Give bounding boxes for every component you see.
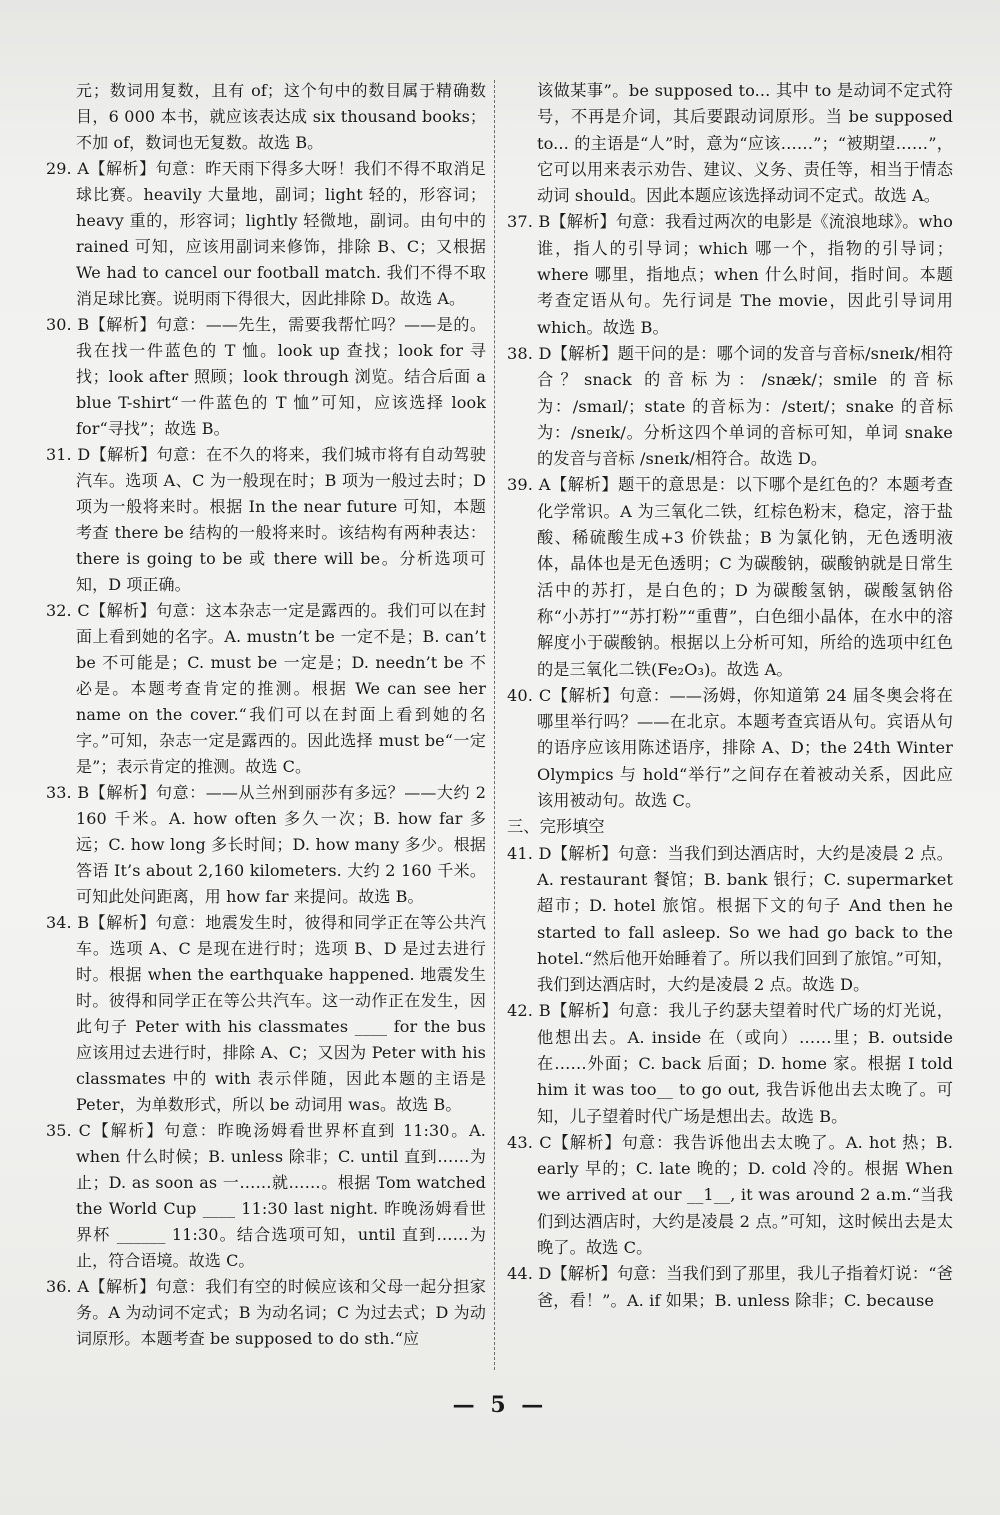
answer-38: 38. D【解析】题干问的是：哪个词的发音与音标/sneɪk/相符合？snack 的音标为：/snæk/；smile 的音标为：/smaɪl/；state 的音标为：/steɪt/；snake 的音标为：/sneɪk/。分析这四个单词的音标可知，单词 snake 的发音与音标 /sneɪk/相符合。故选 D。 — [507, 343, 953, 469]
answer-33: 33. B【解析】句意：——从兰州到丽莎有多远？——大约 2 160 千米。A. how often 多久一次；B. how far 多远；C. how long 多长时间；D. how many 多少。根据答语 It’s about 2,160 kilometers. 大约 2 160 千米。可知此处问距离，用 how far 来提问。故选 B。 — [46, 783, 486, 906]
answer-39: 39. A【解析】题干的意思是：以下哪个是红色的？本题考查化学常识。A 为三氧化二铁，红棕色粉末，稳定，溶于盐酸、稀硫酸生成+3 价铁盐；B 为氯化钠，无色透明液体，晶体也是无色透明；C 为碳酸钠，碳酸钠就是日常生活中的苏打，是白色的；D 为碳酸氢钠，碳酸氢钠俗称“小苏打”“苏打粉”“重曹”，白色细小晶体，在水中的溶解度小于碳酸钠。根据以上分析可知，所给的选项中红色的是三氧化二铁(Fe₂O₃)。故选 A。 — [507, 475, 953, 679]
answer-44: 44. D【解析】句意：当我们到了那里，我儿子指着灯说：“爸爸，看！”。A. if 如果；B. unless 除非；C. because — [507, 1264, 953, 1310]
answer-34: 34. B【解析】句意：地震发生时，彼得和同学正在等公共汽车。选项 A、C 是现在进行时；选项 B、D 是过去进行时。根据 when the earthquake happened. 地震发生时。彼得和同学正在等公共汽车。这一动作正在发生，因此句子 Peter with his classmates ____ for the bus 应该用过去进行时，排除 A、C；又因为 Peter with his classmates 中的 with 表示伴随，因此本题的主语是 Peter，为单数形式，所以 be 动词用 was。故选 B。 — [46, 913, 486, 1114]
answer-31: 31. D【解析】句意：在不久的将来，我们城市将有自动驾驶汽车。选项 A、C 为一般现在时；B 项为一般过去时；D 项为一般将来时。根据 In the near future 可知，本题考查 there be 结构的一般将来时。该结构有两种表达：there is going to be 或 there will be。分析选项可知，D 项正确。 — [46, 445, 486, 594]
left-column — [46, 78, 486, 1352]
answer-41: 41. D【解析】句意：当我们到达酒店时，大约是凌晨 2 点。A. restaurant 餐馆；B. bank 银行；C. supermarket 超市；D. hotel 旅馆。根据下文的句子 And then he started to fall asleep. So we had go back to the hotel.“然后他开始睡着了。所以我们回到了旅馆。”可知，我们到达酒店时，大约是凌晨 2 点。故选 D。 — [507, 843, 953, 995]
answer-37: 37. B【解析】句意：我看过两次的电影是《流浪地球》。who 谁，指人的引导词；which 哪一个，指物的引导词；where 哪里，指地点；when 什么时间，指时间。本题考查定语从句。先行词是 The movie，因此引导词用 which。故选 B。 — [507, 212, 953, 337]
answer-42: 42. B【解析】句意：我儿子约瑟夫望着时代广场的灯光说，他想出去。A. inside 在（或向）……里；B. outside 在……外面；C. back 后面；D. home 家。根据 I told him it was too__ to go out, 我告诉他出去太晚了。可知，儿子望着时代广场是想出去。故选 B。 — [507, 1001, 953, 1126]
answer-35: 35. C【解析】句意：昨晚汤姆看世界杯直到 11:30。A. when 什么时候；B. unless 除非；C. until 直到……为止；D. as soon as 一……就……。根据 Tom watched the World Cup ____ 11:30 last night. 昨晚汤姆看世界杯 ______ 11:30。结合选项可知，until 直到……为止，符合语境。故选 C。 — [46, 1121, 486, 1270]
answer-40: 40. C【解析】句意：——汤姆，你知道第 24 届冬奥会将在哪里举行吗？——在北京。本题考查宾语从句。宾语从句的语序应该用陈述语序，排除 A、D；the 24th Winter Olympics 与 hold“举行”之间存在着被动关系，因此应该用被动句。故选 C。 — [507, 685, 953, 811]
right-column — [507, 78, 953, 1314]
section-title: 三、完形填空 — [507, 817, 605, 837]
column-divider — [494, 80, 495, 1370]
answer-32: 32. C【解析】句意：这本杂志一定是露西的。我们可以在封面上看到她的名字。A. mustn’t be 一定不是；B. can’t be 不可能是；C. must be 一定是；D. needn’t be 不必是。本题考查肯定的推测。根据 We can see her name on the cover.“我们可以在封面上看到她的名字。”可知，杂志一定是露西的。因此选择 must be“一定是”；表示肯定的推测。故选 C。 — [46, 601, 486, 776]
page-number: — 5 — — [452, 1392, 548, 1418]
continued-paragraph: 该做某事”。be supposed to... 其中 to 是动词不定式符号，不再是介词，其后要跟动词原形。当 be supposed to... 的主语是“人”时，意为“应该……”；“被期望……”，它可以用来表示劝告、建议、义务、责任等，相当于情态动词 should。因此本题应该选择动词不定式。故选 A。 — [537, 81, 953, 206]
answer-43: 43. C【解析】句意：我告诉他出去太晚了。A. hot 热；B. early 早的；C. late 晚的；D. cold 冷的。根据 When we arrived at our __1__, it was around 2 a.m.“当我们到达酒店时，大约是凌晨 2 点。”可知，这时候出去是太晚了。故选 C。 — [507, 1132, 953, 1258]
answer-29: 29. A【解析】句意：昨天雨下得多大呀！我们不得不取消足球比赛。heavily 大量地，副词；light 轻的，形容词；heavy 重的，形容词；lightly 轻微地，副词。由句中的 rained 可知，应该用副词来修饰，排除 B、C；又根据 We had to cancel our football match. 我们不得不取消足球比赛。说明雨下得很大，因此排除 D。故选 A。 — [46, 159, 486, 308]
answer-36: 36. A【解析】句意：我们有空的时候应该和父母一起分担家务。A 为动词不定式；B 为动名词；C 为过去式；D 为动词原形。本题考查 be supposed to do sth.“应 — [46, 1277, 486, 1348]
continued-paragraph: 元；数词用复数，且有 of；这个句中的数目属于精确数目，6 000 本书，就应该表达成 six thousand books；不加 of，数词也无复数。故选 B。 — [76, 81, 486, 152]
answer-30: 30. B【解析】句意：——先生，需要我帮忙吗？——是的。我在找一件蓝色的 T 恤。look up 查找；look for 寻找；look after 照顾；look through 浏览。结合后面 a blue T-shirt“一件蓝色的 T 恤”可知，应该选择 look for“寻找”；故选 B。 — [46, 315, 486, 438]
